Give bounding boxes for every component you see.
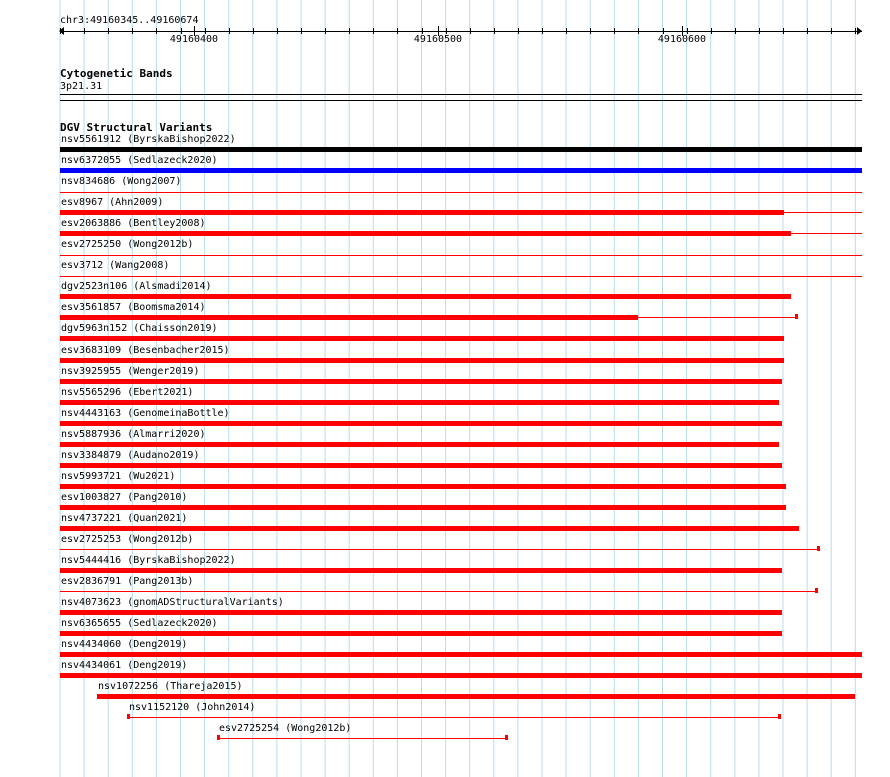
variant-line[interactable] [60,192,862,193]
variant-label[interactable]: esv1003827 (Pang2010) [61,492,188,503]
variant-label[interactable]: nsv4737221 (Quan2021) [61,513,188,524]
ruler-minor-tick [614,28,615,34]
variant-line[interactable] [784,212,862,213]
ruler-minor-tick [132,28,133,34]
variant-bar[interactable] [60,336,784,341]
ruler-minor-tick [735,28,736,34]
variant-label[interactable]: nsv6365655 (Sedlazeck2020) [61,618,218,629]
variant-label[interactable]: nsv3384879 (Audano2019) [61,450,200,461]
variant-end-cap [795,314,798,319]
variant-bar[interactable] [60,673,862,678]
variant-end-cap [505,735,508,740]
ruler-minor-tick [494,28,495,34]
ruler-minor-tick [156,28,157,34]
variant-label[interactable]: esv3683109 (Besenbacher2015) [61,345,230,356]
region-label: chr3:49160345..49160674 [60,15,199,26]
variant-label[interactable]: nsv4434060 (Deng2019) [61,639,188,650]
variant-label[interactable]: esv2063886 (Bentley2008) [61,218,206,229]
ruler-minor-tick [518,28,519,34]
variant-label[interactable]: nsv5565296 (Ebert2021) [61,387,194,398]
variant-line[interactable] [60,591,816,592]
variant-bar[interactable] [60,315,638,320]
variant-bar[interactable] [60,231,791,236]
variant-bar[interactable] [97,694,855,699]
variant-label[interactable]: nsv4443163 (GenomeinaBottle) [61,408,230,419]
variant-label[interactable]: esv8967 (Ahn2009) [61,197,164,208]
variant-bar[interactable] [60,400,779,405]
variant-label[interactable]: nsv834686 (Wong2007) [61,176,182,187]
ruler-right-arrow-icon[interactable] [857,27,862,35]
ruler-minor-tick [542,28,543,34]
ruler-minor-tick [590,28,591,34]
variant-end-cap [817,546,820,551]
ruler-minor-tick [229,28,230,34]
variant-label[interactable]: nsv5561912 (ByrskaBishop2022) [61,134,236,145]
variant-label[interactable]: nsv3925955 (Wenger2019) [61,366,200,377]
variant-bar[interactable] [60,294,791,299]
variant-bar[interactable] [60,610,782,615]
cytoband-track-title: Cytogenetic Bands [60,67,173,80]
variant-bar[interactable] [60,358,784,363]
variant-label[interactable]: nsv1152120 (John2014) [129,702,256,713]
ruler-minor-tick [759,28,760,34]
variant-label[interactable]: esv2836791 (Pang2013b) [61,576,194,587]
variant-bar[interactable] [60,505,786,510]
ruler-minor-tick [325,28,326,34]
variant-bar[interactable] [60,379,782,384]
ruler-minor-tick [277,28,278,34]
variant-label[interactable]: dgv5963n152 (Chaisson2019) [61,323,218,334]
dgv-track-title: DGV Structural Variants [60,121,213,134]
ruler-minor-tick [807,28,808,34]
variant-bar[interactable] [60,442,779,447]
variant-bar[interactable] [60,484,786,489]
variant-label[interactable]: esv2725253 (Wong2012b) [61,534,194,545]
variant-label[interactable]: nsv1072256 (Thareja2015) [98,681,243,692]
ruler-minor-tick [566,28,567,34]
ruler-minor-tick [373,28,374,34]
variant-bar[interactable] [60,631,782,636]
ruler-minor-tick [783,28,784,34]
variant-label[interactable]: nsv5887936 (Almarri2020) [61,429,206,440]
variant-bar[interactable] [60,421,782,426]
ruler-tick-label: 49160400 [169,34,219,45]
ruler-minor-tick [711,28,712,34]
variant-line[interactable] [791,233,862,234]
variant-label[interactable]: nsv5444416 (ByrskaBishop2022) [61,555,236,566]
ruler-minor-tick [638,28,639,34]
variant-label[interactable]: esv2725250 (Wong2012b) [61,239,194,250]
variant-line[interactable] [638,317,796,318]
ruler-tick-label: 49160600 [657,34,707,45]
variant-line[interactable] [60,255,862,256]
variant-label[interactable]: nsv5993721 (Wu2021) [61,471,176,482]
variant-bar[interactable] [60,210,784,215]
variant-label[interactable]: esv2725254 (Wong2012b) [219,723,352,734]
ruler-minor-tick [253,28,254,34]
variant-line[interactable] [128,717,779,718]
variant-bar[interactable] [60,568,782,573]
variant-label[interactable]: nsv6372055 (Sedlazeck2020) [61,155,218,166]
variant-bar[interactable] [60,652,862,657]
variant-start-cap [217,735,220,740]
ruler-minor-tick [470,28,471,34]
variant-label[interactable]: nsv4073623 (gnomADStructuralVariants) [61,597,284,608]
variant-bar[interactable] [60,463,782,468]
variant-line[interactable] [60,276,862,277]
variant-bar[interactable] [60,526,799,531]
cytoband-bar-top [60,94,862,95]
cytoband-bar-bottom [60,100,862,101]
variant-line[interactable] [218,738,506,739]
ruler-minor-tick [397,28,398,34]
variant-bar[interactable] [60,168,862,173]
ruler-minor-tick [60,28,61,34]
ruler-minor-tick [84,28,85,34]
cytoband-label: 3p21.31 [60,81,103,92]
variant-start-cap [127,714,130,719]
variant-label[interactable]: dgv2523n106 (Alsmadi2014) [61,281,212,292]
ruler-minor-tick [108,28,109,34]
ruler-tick-label: 49160500 [413,34,463,45]
variant-end-cap [815,588,818,593]
ruler-minor-tick [301,28,302,34]
variant-label[interactable]: nsv4434061 (Deng2019) [61,660,188,671]
variant-end-cap [778,714,781,719]
ruler-minor-tick [831,28,832,34]
variant-label[interactable]: esv3712 (Wang2008) [61,260,170,271]
variant-label[interactable]: esv3561857 (Boomsma2014) [61,302,206,313]
ruler-minor-tick [349,28,350,34]
variant-line[interactable] [60,549,818,550]
variant-bar[interactable] [60,147,862,152]
ruler-minor-tick [855,28,856,34]
